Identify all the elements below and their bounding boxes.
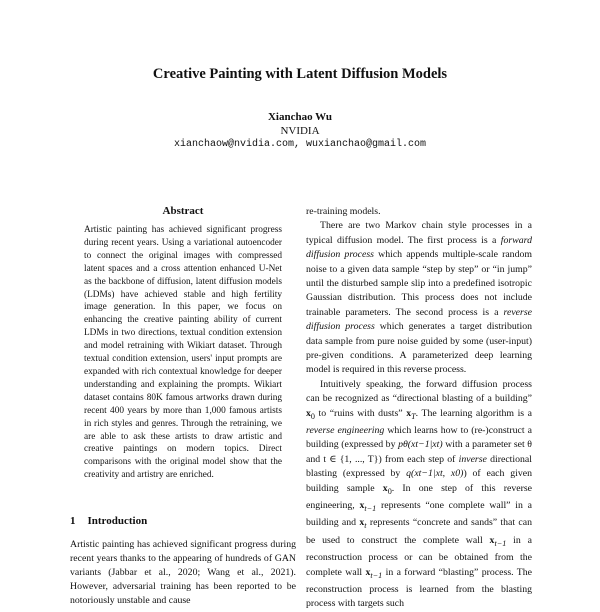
right-paragraph-0: re-training models. (306, 206, 381, 217)
author-name: Xianchao Wu (267, 111, 333, 123)
author-emails: xianchaow@nvidia.com, wuxianchao@gmail.com (173, 139, 427, 150)
abstract-text: Artistic painting has achieved significant progress during recent years. Using a variational autoencoder to connect the original images with compressed latent spaces and a cross attention enhanced U-Net as the backbone of diffusion, latent diffusion models (LDMs) have achieved stable and high fertility image generation. In this paper, we focus on enhancing the creative painting ability of current LDMs in two directions, textual condition extension and model retraining with Wikiart dataset. Through textual condition extension, users' input prompts are expanded with rich contextual knowledge for deeper understanding and explaining the prompts. Wikiart dataset contains 80K famous artworks drawn during recent 400 years by more than 1,000 famous artists in rich styles and genres. Through the retraining, we are able to ask these artists to draw artistic and creative paintings on modern topics. Direct comparisons with the original model show that the creativity and artistry are enriched. (84, 225, 282, 481)
section-number: 1 (70, 515, 76, 527)
abstract-heading: Abstract (162, 205, 204, 217)
right-paragraph-2: Intuitively speaking, the forward diffusion process can be recognized as “directional blasting of a building” $x_0$ to “ruins with dusts” $x_T$. The learning algorithm is a reverse engineering which learns how to (re-)construct a building (expressed by pθ(xt−1|xt) with a parameter set θ and t ∈ {1, ..., T}) from each step of inverse directional blasting (expressed by q(xt−1|xt, x0)) of each given building sample $x_0$. In one step of this reverse engineering, $x_{t-1}$ represents “one complete wall” in a building and $x_t$ represents “concrete and sands” that can be used to construct the complete wall $x_{t-1}$ in a reconstruction process or can be obtained from the complete wall $x_{t-1}$ in a forward “blasting” process. The reconstruction process is learned from the blasting process with targets such (306, 378, 533, 610)
intro-paragraph: Artistic painting has achieved significant progress during recent years thanks to the appearing of hundreds of GAN variants (Jabbar et al., 2020; Wang et al., 2021). However, adversarial training has been reported to be notoriously unstable and cause (70, 539, 296, 606)
right-paragraph-1: There are two Markov chain style processes in a typical diffusion model. The first process is a forward diffusion process which appends multiple-scale random noise to a given data sample “step by step” or “in jump” until the disturbed sample slip into a predefined isotropic Gaussian distribution. This process does not include trainable parameters. The second process is a reverse diffusion process which generates a target distribution data sample from pure noise guided by some (user-input) pre-given conditions. A parameterized deep learning model is required in this reverse process. (306, 220, 533, 376)
right-column (306, 205, 532, 612)
section-heading (70, 515, 296, 527)
author-affiliation: NVIDIA (280, 125, 320, 137)
paper-title: Creative Painting with Latent Diffusion Models (152, 66, 448, 82)
section-title: Introduction (87, 515, 148, 527)
